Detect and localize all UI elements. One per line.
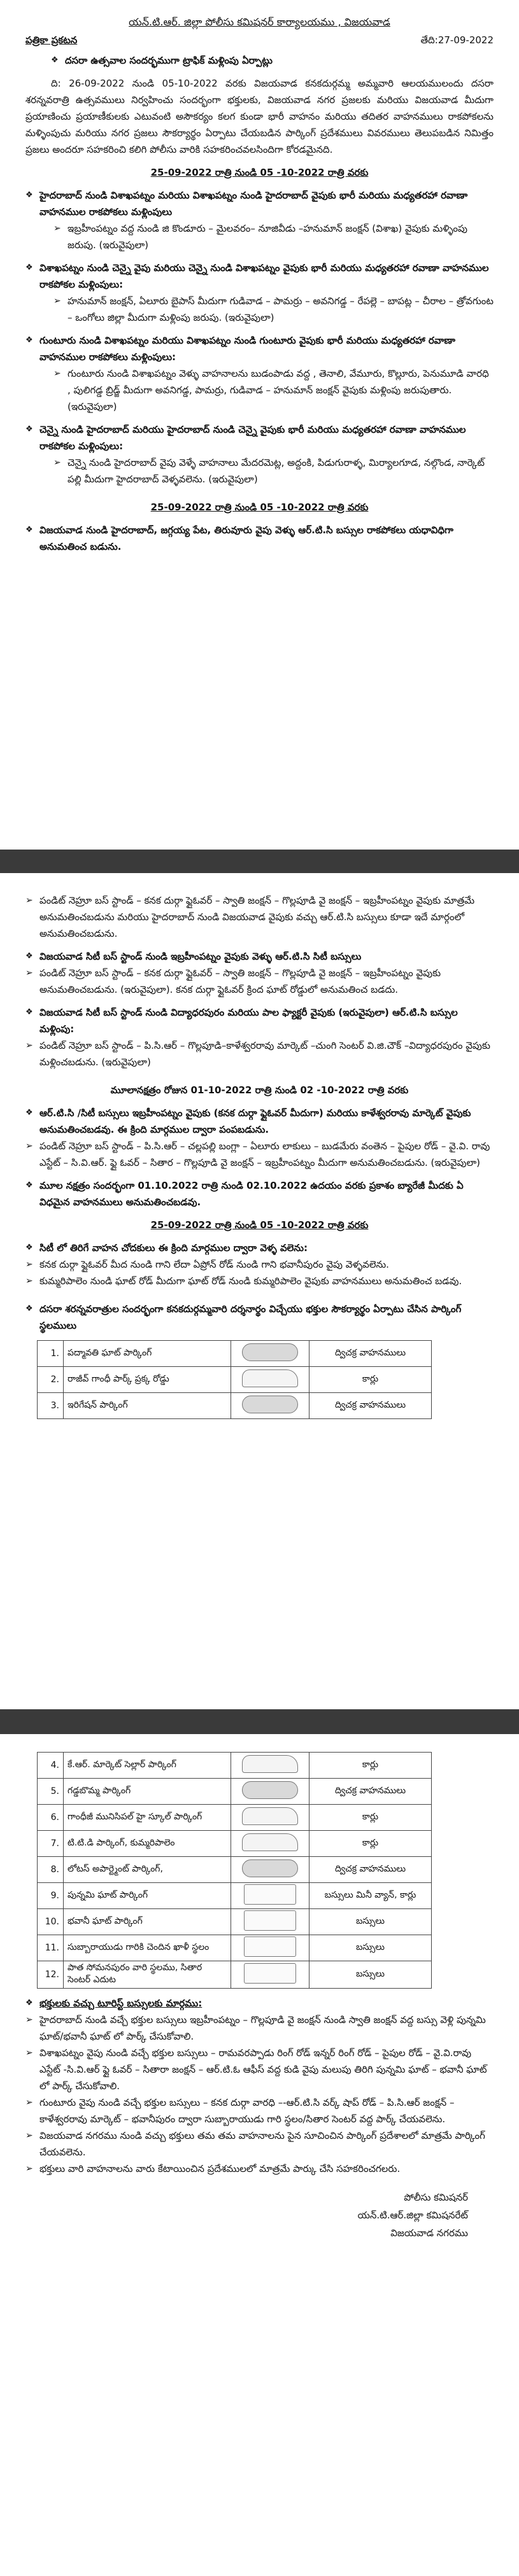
parking-name: సుబ్బారాయుడు గారికి చెందిన ఖాళీ స్థలం: [64, 1935, 231, 1961]
parking-name: పద్మావతి ఘాట్ పార్కింగ్: [64, 1341, 231, 1367]
parking-name: ఇరిగేషన్ పార్కింగ్: [64, 1393, 231, 1419]
period-heading: 25-09-2022 రాత్రి నుండి 05 -10-2022 రాత్రి వరకు: [150, 167, 369, 178]
route-c1-body: ➢ పండిట్ నెహ్రూ బస్ స్టాండ్ – పి.సి.ఆర్ – గొల్లపూడి–కాళేశ్వరరావు మార్కెట్ –చుంగి సెంటర్ వి.జి.చౌక్ –విద్యాధరపురం వైపుకు మళ్లించబడును. (ఇరువైపులా): [25, 1037, 494, 1070]
signature-block: [25, 2188, 494, 2242]
tourist-route-4: ➢ విజయవాడ నగరము నుండి వచ్చు భక్తులు తమ తమ వాహనాలను పైన సూచించిన పార్కింగ్ ప్రదేశాలలో మాత్రమే పార్కింగ్ చేయవలెను.: [25, 2127, 494, 2160]
signature-line-2: యన్.టి.ఆర్.జిల్లా కమిషనరేట్: [357, 2209, 468, 2221]
section-5-heading: 25-09-2022 రాత్రి నుండి 05 -10-2022 రాత్రి వరకు: [150, 501, 369, 513]
city-route-b: ➢ కుమ్మరిపాలెం నుండి ఘాట్ రోడ్ మీదుగా ఘాట్ రోడ్ నుండి కుమ్మరిపాలెం వైపుకు వాహనములు అనుమతించ బడవు.: [25, 1273, 494, 1289]
release-date: తేది:27-09-2022: [420, 34, 494, 46]
parking-name: పున్నమి ఘాట్ పార్కింగ్: [64, 1883, 231, 1909]
section-2-body: ➢ హనుమాన్ జంక్షన్, ఏలూరు బైపాస్ మీదుగా గుడివాడ – పామర్రు – అవనిగడ్డ – రేపల్లె – బాపట్ల – చీరాల – త్రోవగుంట – ఒంగోలు జిల్లా మీదుగా మళ్లింపు జరుపు. (ఇరువైపులా): [53, 293, 494, 326]
subject-line: ❖ దసరా ఉత్సవాల సందర్భముగా ట్రాఫిక్ మళ్లింపు ఏర్పాట్లు: [51, 52, 494, 69]
vehicle-kind: ద్విచక్ర వాహనములు: [309, 1341, 432, 1367]
table-row: [38, 1805, 432, 1831]
motorcycle-icon: [242, 1781, 298, 1799]
table-row: [38, 1753, 432, 1779]
vehicle-kind: బస్సులు: [309, 1961, 432, 1989]
city-period-heading: 25-09-2022 రాత్రి నుండి 05 -10-2022 రాత్రి వరకు: [150, 1219, 369, 1231]
page-2: [0, 873, 519, 1709]
press-release-label: పత్రికా ప్రకటన: [25, 34, 78, 46]
parking-number: 7.: [38, 1831, 64, 1857]
tourist-route-3: ➢ గుంటూరు వైపు నుండి వచ్చే భక్తుల బస్సులు – కనక దుర్గా వారధి –-ఆర్.టి.సి వర్క్ షాప్ రోడ్ – పి.సి.ఆర్ జంక్షన్ – కాళేశ్వరరావు మార్కెట్ – భవానీపురం ద్వారా సుబ్బారాయుడు గారి స్థలం/సితార సెంటర్ వద్ద పార్క్ చేయవలెను.: [25, 2094, 494, 2127]
tourist-route-2: ➢ విశాఖపట్నం వైపు నుండి వచ్చే భక్తుల బస్సులు – రామవరప్పాడు రింగ్ రోడ్ ఇన్నర్ రింగ్ రోడ్ – పైపుల రోడ్ – వై.వి.రావు ఎస్టేట్ -సి.వి.ఆర్ ఫ్లై ఓవర్ – సితారా జంక్షన్ – ఆర్.టి.ఓ ఆఫీస్ వద్ద కుడి వైపు మలుపు తిరిగి పున్నమి ఘాట్ – భవానీ ఘాట్ లో పార్క్ చేసుకోవాలి.: [25, 2045, 494, 2094]
bus-icon: [244, 1884, 296, 1905]
parking-name: రాజీవ్ గాంధీ పార్క్ ప్రక్క రోడ్డు: [64, 1367, 231, 1393]
parking-number: 5.: [38, 1779, 64, 1805]
route-b1-body: ➢ పండిట్ నెహ్రూ బస్ స్టాండ్ – కనక దుర్గా ఫ్లైఓవర్ – స్వాతి జంక్షన్ – గొల్లపూడి వై జంక్షన్ – ఇబ్రహీంపట్నం వైపుకు అనుమతించబడును. (ఇరువైపులా). కనక దుర్గా ఫ్లైఓవర్ క్రింద ఘాట్ రోడ్డులో అనుమతించ బడదు.: [25, 965, 494, 998]
vehicle-kind: కార్లు: [309, 1753, 432, 1779]
vehicle-kind: బస్సులు మినీ వ్యాన్, కార్లు: [309, 1883, 432, 1909]
table-row: [38, 1367, 432, 1393]
parking-table-2: [37, 1752, 432, 1989]
intro-paragraph: ది: 26-09-2022 నుండి 05-10-2022 వరకు విజయవాడ కనకదుర్గమ్మ అమ్మవారి ఆలయములందు దసరా శరన్నవరాత్రి ఉత్సవములు నిర్వహించు సందర్భంగా భక్తులకు, విజయవాడ నగర ప్రజలకు మరియు విజయవాడ మీదుగా ప్రయాణించు ప్రయాణీకులకు ఎటువంటి అసౌకర్యం కలగ కుండా భారీ వాహనం మరియు తదితర వాహనములు రాకపోకలను మళ్ళింపుచు మరియు నగర ప్రజలు సౌకర్యార్థం ఏర్పాటు చేయబడిన పార్కింగ్ ప్రదేశములు వివరములు తెలుపబడిన నిమిత్తం ప్రజలు అందరూ సహకరించి కలిగి పోలీసు వారికి సహకరించవలసిందిగా కోరడమైనది.: [25, 78, 494, 155]
parking-name: టి.టి.డి పార్కింగ్, కుమ్మరిపాలెం: [64, 1831, 231, 1857]
motorcycle-icon: [242, 1396, 298, 1413]
section-4-body: ➢ చెన్నై నుండి హైదరాబాద్ వైపు వెళ్ళే వాహనాలు మేదరమెట్ల, అద్దంకి, పిడుగురాళ్ళ, మిర్యాలగూడ, నల్గొండ, నార్కెట్ పల్లి మీదుగా హైదరాబాద్ వెళ్ళవలెను. (ఇరువైపులా): [53, 454, 494, 487]
vehicle-kind: బస్సులు: [309, 1935, 432, 1961]
bus-icon: [244, 1963, 296, 1984]
moola-heading: మూలానక్షత్రం రోజున 01-10-2022 రాత్రి నుండి 02 -10-2022 రాత్రి వరకు: [110, 1084, 409, 1096]
table-row: [38, 1831, 432, 1857]
vehicle-kind: ద్విచక్ర వాహనములు: [309, 1393, 432, 1419]
page-3: [0, 1734, 519, 2576]
section-5-body: ❖ విజయవాడ నుండి హైదరాబాద్, జగ్గయ్య పేట, తిరువూరు వైపు వెళ్ళు ఆర్.టి.సి బస్సుల రాకపోకలు యధావిధిగా అనుమతించ బడును.: [25, 522, 494, 555]
page-1: [0, 0, 519, 850]
section-4-title: ❖ చెన్నై నుండి హైదరాబాద్ మరియు హైదరాబాద్ నుండి చెన్నై వైపుకు భారీ మరియు మధ్యతరహా రవాణా వాహనముల రాకపోకల మళ్లింపులు:: [25, 421, 494, 454]
table-row: [38, 1961, 432, 1989]
section-3-title: ❖ గుంటూరు నుండి విశాఖపట్నం మరియు విశాఖపట్నం నుండి గుంటూరు వైపుకు భారీ మరియు మధ్యతరహా రవాణా వాహనముల రాకపోకలు మళ్లింపులు:: [25, 332, 494, 365]
bus-icon: [244, 1910, 296, 1931]
parking-table-1: [37, 1340, 432, 1419]
page-divider-2: [0, 1709, 519, 1734]
parking-number: 8.: [38, 1857, 64, 1883]
table-row: [38, 1935, 432, 1961]
motorcycle-icon: [242, 1859, 298, 1877]
parking-number: 10.: [38, 1909, 64, 1935]
table-row: [38, 1779, 432, 1805]
car-icon: [242, 1807, 298, 1825]
route-d1-title: ❖ ఆర్.టి.సి /సిటీ బస్సులు ఇబ్రహీంపట్నం వైపుకు (కనక దుర్గా ఫ్లైఓవర్ మీదుగా) మరియు కాళేశ్వరరావు మార్కెట్ వైపుకు అనుమతించబడవు. ఈ క్రింది మార్గముల ద్వారా పంపబడును.: [25, 1105, 494, 1138]
route-a1: ➢ పండిట్ నెహ్రూ బస్ స్టాండ్ – కనక దుర్గా ఫ్లైఓవర్ – స్వాతి జంక్షన్ – గొల్లపూడి వై జంక్షన్ – ఇబ్రహీంపట్నం వైపుకు మాత్రమే అనుమతించబడును మరియు హైదరాబాద్ నుండి విజయవాడ వైపుకు వచ్చు ఆర్.టి.సి బస్సులు కూడా ఇదే మార్గంలో అనుమతించబడును.: [25, 892, 494, 942]
motorcycle-icon: [242, 1343, 298, 1361]
signature-line-3: విజయవాడ నగరము: [390, 2227, 468, 2239]
car-icon: [242, 1755, 298, 1773]
route-d2: ❖ మూల నక్షత్రం సందర్భంగా 01.10.2022 రాత్రి నుండి 02.10.2022 ఉదయం వరకు ప్రకాశం బ్యారేజీ మీదకు ఏ విధమైన వాహనములు అనుమతించబడవు.: [25, 1177, 494, 1210]
signature-line-1: పోలీసు కమిషనర్: [404, 2192, 468, 2203]
route-c1-title: ❖ విజయవాడ సిటీ బస్ స్టాండ్ నుండి విద్యాధరపురం మరియు పాల ఫ్యాక్టరీ వైపుకు (ఇరువైపులా) ఆర్.టి.సి బస్సుల మళ్లింపు:: [25, 1004, 494, 1037]
page-2-content: [25, 892, 494, 1419]
parking-number: 6.: [38, 1805, 64, 1831]
parking-name: గాంధీజీ మునిసిపల్ హై స్కూల్ పార్కింగ్: [64, 1805, 231, 1831]
city-title: ❖ సిటీ లో తిరిగే వాహన చోదకులు ఈ క్రింది మార్గముల ద్వారా వెళ్ళ వలెను:: [25, 1240, 494, 1256]
car-icon: [242, 1833, 298, 1851]
table-row: [38, 1857, 432, 1883]
table-row: [38, 1909, 432, 1935]
press-header-row: [25, 34, 494, 48]
page-divider-1: [0, 850, 519, 873]
tourist-route-5: ➢ భక్తులు వారి వాహనాలను వారు కేటాయించిన ప్రదేశములలో మాత్రమే పార్కు చేసి సహకరించగలరు.: [25, 2160, 494, 2177]
parking-number: 11.: [38, 1935, 64, 1961]
tourist-bus-title: ❖ భక్తులకు వచ్చు టూరిస్ట్ బస్సులకు మార్గము:: [25, 1995, 494, 2012]
parking-number: 12.: [38, 1961, 64, 1989]
vehicle-kind: కార్లు: [309, 1805, 432, 1831]
table-row: [38, 1393, 432, 1419]
section-1-title: ❖ హైదరాబాద్ నుండి విశాఖపట్నం మరియు విశాఖపట్నం నుండి హైదరాబాద్ వైపుకు భారీ మరియు మధ్యతరహా రవాణా వాహనముల రాకపోకలు మళ్లింపులు: [25, 187, 494, 220]
table-row: [38, 1341, 432, 1367]
vehicle-kind: కార్లు: [309, 1367, 432, 1393]
vehicle-kind: కార్లు: [309, 1831, 432, 1857]
section-3-body: ➢ గుంటూరు నుండి విశాఖపట్నం వెళ్ళు వాహనాలను బుడంపాడు వద్ద , తెనాలి, వేమూరు, కొల్లూరు, పెనుమూడి వారధి , పులిగడ్డ బ్రిడ్జ్ మీదుగా అవనిగడ్డ, పామర్రు, గుడివాడ – హనుమాన్ జంక్షన్ వైపుకు మళ్లింపు జరుపుతారు. (ఇరువైపులా): [53, 365, 494, 415]
section-1-body: ➢ ఇబ్రహీంపట్నం వద్ద నుండి జి కొండూరు – మైలవరం– నూజివీడు –హనుమాన్ జంక్షన్ (విశాఖ) వైపుకు మళ్ళింపు జరుపు. (ఇరువైపులా): [53, 220, 494, 253]
car-icon: [242, 1369, 298, 1387]
parking-number: 9.: [38, 1883, 64, 1909]
route-d1-body: ➢ పండిట్ నెహ్రూ బస్ స్టాండ్ – పి.సి.ఆర్ – చల్లపల్లి బంగ్లా – ఏలూరు లాకులు – బుడమేరు వంతెన – పైపుల రోడ్ – వై.వి. రావు ఎస్టేట్ – సి.వి.ఆర్. ఫ్లై ఓవర్ – సితార – గొల్లపూడి వై జంక్షన్ – ఇబ్రహీంపట్నం మీదుగా అనుమతించబడును. (ఇరువైపులా): [25, 1138, 494, 1171]
city-route-a: ➢ కనక దుర్గా ఫ్లైఓవర్ మీద నుండి గాని లేదా ఏప్రోన్ రోడ్ నుండి గాని భవానీపురం వైపు వెళ్ళవలెను.: [25, 1256, 494, 1273]
section-2-title: ❖ విశాఖపట్నం నుండి చెన్నై వైపు మరియు చెన్నై నుండి విశాఖపట్నం వైపుకు భారీ మరియు మధ్యతరహా రవాణా వాహనముల రాకపోకల మళ్లింపులు:: [25, 260, 494, 293]
parking-number: 2.: [38, 1367, 64, 1393]
parking-number: 3.: [38, 1393, 64, 1419]
tourist-route-1: ➢ హైదరాబాద్ నుండి వచ్చే భక్తుల బస్సులు ఇబ్రహీంపట్నం – గొల్లపూడి వై జంక్షన్ నుండి స్వాతి జంక్షన్ వద్ద బస్సు వెళ్లి పున్నమి ఘాట్/భవానీ ఘాట్ లో పార్క్ చేసుకోవాలి.: [25, 2012, 494, 2045]
vehicle-kind: బస్సులు: [309, 1909, 432, 1935]
route-b1-title: ❖ విజయవాడ సిటీ బస్ స్టాండ్ నుండి ఇబ్రహీంపట్నం వైపుకు వెళ్ళు ఆర్.టి.సి సిటీ బస్సులు: [25, 948, 494, 965]
parking-name: పాత సోమనపురం వారి స్థలము, సితార సెంటర్ ఎదుట: [64, 1961, 231, 1989]
parking-number: 1.: [38, 1341, 64, 1367]
parking-name: భవానీ ఘాట్ పార్కింగ్: [64, 1909, 231, 1935]
page-3-content: [25, 1752, 494, 2242]
vehicle-kind: ద్విచక్ర వాహనములు: [309, 1779, 432, 1805]
bus-icon: [244, 1936, 296, 1957]
parking-name: లోటస్ అపార్ట్మెంట్ పార్కింగ్,: [64, 1857, 231, 1883]
page-1-content: [25, 0, 494, 555]
parking-name: గడ్డబొమ్మ పార్కింగ్: [64, 1779, 231, 1805]
parking-title: ❖ దసరా శరన్నవరాత్రుల సందర్భంగా కనకదుర్గమ్మవారి దర్శనార్థం విచ్చేయు భక్తుల సౌకర్యార్థం ఏర్పాటు చేసిన పార్కింగ్ స్థలములు: [25, 1301, 494, 1334]
table-row: [38, 1883, 432, 1909]
parking-number: 4.: [38, 1753, 64, 1779]
vehicle-kind: ద్విచక్ర వాహనములు: [309, 1857, 432, 1883]
parking-name: కే.ఆర్. మార్కెట్ సెల్లార్ పార్కింగ్: [64, 1753, 231, 1779]
office-title: యన్.టి.ఆర్. జిల్లా పోలీసు కమిషనర్ కార్యాలయము , విజయవాడ: [129, 16, 390, 28]
